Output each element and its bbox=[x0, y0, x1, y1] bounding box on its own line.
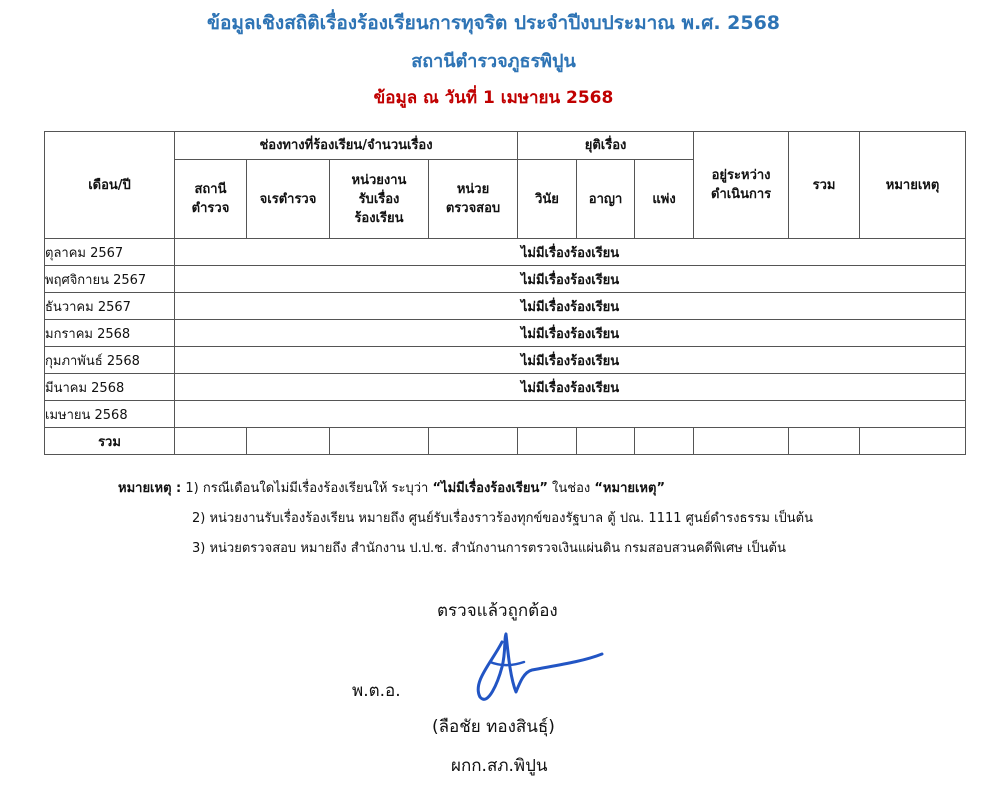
table-row bbox=[45, 266, 966, 293]
station-name: สถานีตำรวจภูธรพิปูน bbox=[411, 51, 576, 72]
row-note bbox=[175, 401, 966, 428]
total-cell bbox=[429, 428, 518, 455]
row-month: มกราคม 2568 bbox=[45, 320, 175, 347]
header-civil: แพ่ง bbox=[635, 160, 694, 239]
row-note: ไม่มีเรื่องร้องเรียน bbox=[175, 347, 966, 374]
header-month: เดือน/ปี bbox=[45, 132, 175, 239]
total-cell bbox=[694, 428, 789, 455]
row-month: ตุลาคม 2567 bbox=[45, 239, 175, 266]
complaint-statistics-table bbox=[44, 131, 966, 455]
row-note: ไม่มีเรื่องร้องเรียน bbox=[175, 293, 966, 320]
notes-section bbox=[118, 474, 813, 564]
row-month: เมษายน 2568 bbox=[45, 401, 175, 428]
table-row bbox=[45, 374, 966, 401]
signer-rank: พ.ต.อ. bbox=[352, 681, 401, 701]
table-row bbox=[45, 401, 966, 428]
total-label: รวม bbox=[45, 428, 175, 455]
table-row bbox=[45, 293, 966, 320]
signer-name: (ลือชัย ทองสินธุ์) bbox=[432, 717, 555, 737]
header-in-progress: อยู่ระหว่าง ดำเนินการ bbox=[694, 132, 789, 239]
total-row bbox=[45, 428, 966, 455]
row-month: กุมภาพันธ์ 2568 bbox=[45, 347, 175, 374]
table-row bbox=[45, 347, 966, 374]
signer-title: ผกก.สภ.พิปูน bbox=[451, 756, 548, 776]
header-closed-group: ยุติเรื่อง bbox=[518, 132, 694, 160]
row-note: ไม่มีเรื่องร้องเรียน bbox=[175, 266, 966, 293]
header-audit-unit: หน่วย ตรวจสอบ bbox=[429, 160, 518, 239]
total-cell bbox=[577, 428, 635, 455]
notes-label: หมายเหตุ : bbox=[118, 481, 182, 496]
handwritten-signature bbox=[462, 622, 622, 712]
header-channels-group: ช่องทางที่ร้องเรียน/จำนวนเรื่อง bbox=[175, 132, 518, 160]
note-line-1: หมายเหตุ : 1) กรณีเดือนใดไม่มีเรื่องร้องเรียนให้ ระบุว่า “ไม่มีเรื่องร้องเรียน” ในช่อง “หมายเหตุ” bbox=[118, 481, 665, 496]
total-cell bbox=[247, 428, 330, 455]
total-cell bbox=[518, 428, 577, 455]
verified-text: ตรวจแล้วถูกต้อง bbox=[437, 601, 558, 621]
row-note: ไม่มีเรื่องร้องเรียน bbox=[175, 320, 966, 347]
note-line-3: 3) หน่วยตรวจสอบ หมายถึง สำนักงาน ป.ป.ช. สำนักงานการตรวจเงินแผ่นดิน กรมสอบสวนคดีพิเศษ เป็นต้น bbox=[192, 541, 786, 556]
total-cell bbox=[175, 428, 247, 455]
report-title: ข้อมูลเชิงสถิติเรื่องร้องเรียนการทุจริต ประจำปีงบประมาณ พ.ศ. 2568 bbox=[206, 12, 781, 34]
header-station: สถานี ตำรวจ bbox=[175, 160, 247, 239]
header-discipline: วินัย bbox=[518, 160, 577, 239]
row-note: ไม่มีเรื่องร้องเรียน bbox=[175, 374, 966, 401]
row-note: ไม่มีเรื่องร้องเรียน bbox=[175, 239, 966, 266]
total-cell bbox=[635, 428, 694, 455]
header-remark: หมายเหตุ bbox=[860, 132, 966, 239]
header-receiving-unit: หน่วยงาน รับเรื่อง ร้องเรียน bbox=[330, 160, 429, 239]
total-cell bbox=[860, 428, 966, 455]
row-month: พฤศจิกายน 2567 bbox=[45, 266, 175, 293]
row-month: ธันวาคม 2567 bbox=[45, 293, 175, 320]
table-row bbox=[45, 239, 966, 266]
table-row bbox=[45, 320, 966, 347]
total-cell bbox=[330, 428, 429, 455]
as-of-date: ข้อมูล ณ วันที่ 1 เมษายน 2568 bbox=[373, 88, 614, 108]
header-criminal: อาญา bbox=[577, 160, 635, 239]
total-cell bbox=[789, 428, 860, 455]
row-month: มีนาคม 2568 bbox=[45, 374, 175, 401]
header-police-inspector: จเรตำรวจ bbox=[247, 160, 330, 239]
header-total: รวม bbox=[789, 132, 860, 239]
note-line-2: 2) หน่วยงานรับเรื่องร้องเรียน หมายถึง ศูนย์รับเรื่องราวร้องทุกข์ของรัฐบาล ตู้ ปณ. 1111 ศูนย์ดำรงธรรม เป็นต้น bbox=[192, 511, 813, 526]
